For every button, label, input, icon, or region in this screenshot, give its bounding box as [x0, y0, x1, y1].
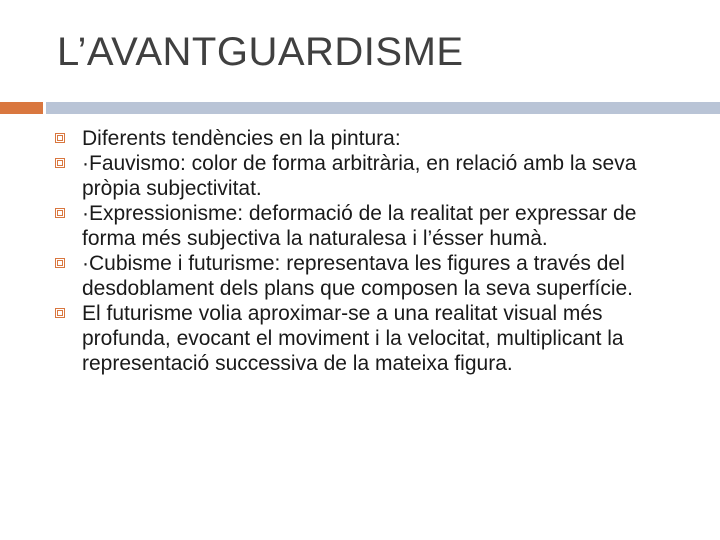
- list-item-text: ·Fauvismo: color de forma arbitrària, en relació amb la seva pròpia subjectivitat.: [82, 152, 637, 200]
- square-bullet-icon: [55, 133, 65, 143]
- bullet-list: [0, 126, 720, 376]
- square-bullet-icon: [55, 308, 65, 318]
- slide-title: L’AVANTGUARDISME: [57, 30, 464, 74]
- list-item: [0, 151, 720, 201]
- list-item: [0, 126, 720, 151]
- list-item-text: El futurisme volia aproximar-se a una realitat visual més profunda, evocant el moviment i la velocitat, multiplicant la representació successiva de la mateixa figura.: [82, 302, 624, 375]
- list-item-text: ·Expressionisme: deformació de la realitat per expressar de forma més subjectiva la naturalesa i l’ésser humà.: [82, 202, 637, 250]
- list-item: [0, 251, 720, 301]
- list-item-text: ·Cubisme i futurisme: representava les figures a través del desdoblament dels plans que composen la seva superfície.: [82, 252, 634, 300]
- list-item: [0, 301, 720, 376]
- square-bullet-icon: [55, 208, 65, 218]
- square-bullet-icon: [55, 158, 65, 168]
- square-bullet-icon: [55, 258, 65, 268]
- title-divider-bar: [46, 102, 720, 114]
- list-item-text: Diferents tendències en la pintura:: [82, 127, 401, 150]
- title-accent-bar: [0, 102, 43, 114]
- list-item: [0, 201, 720, 251]
